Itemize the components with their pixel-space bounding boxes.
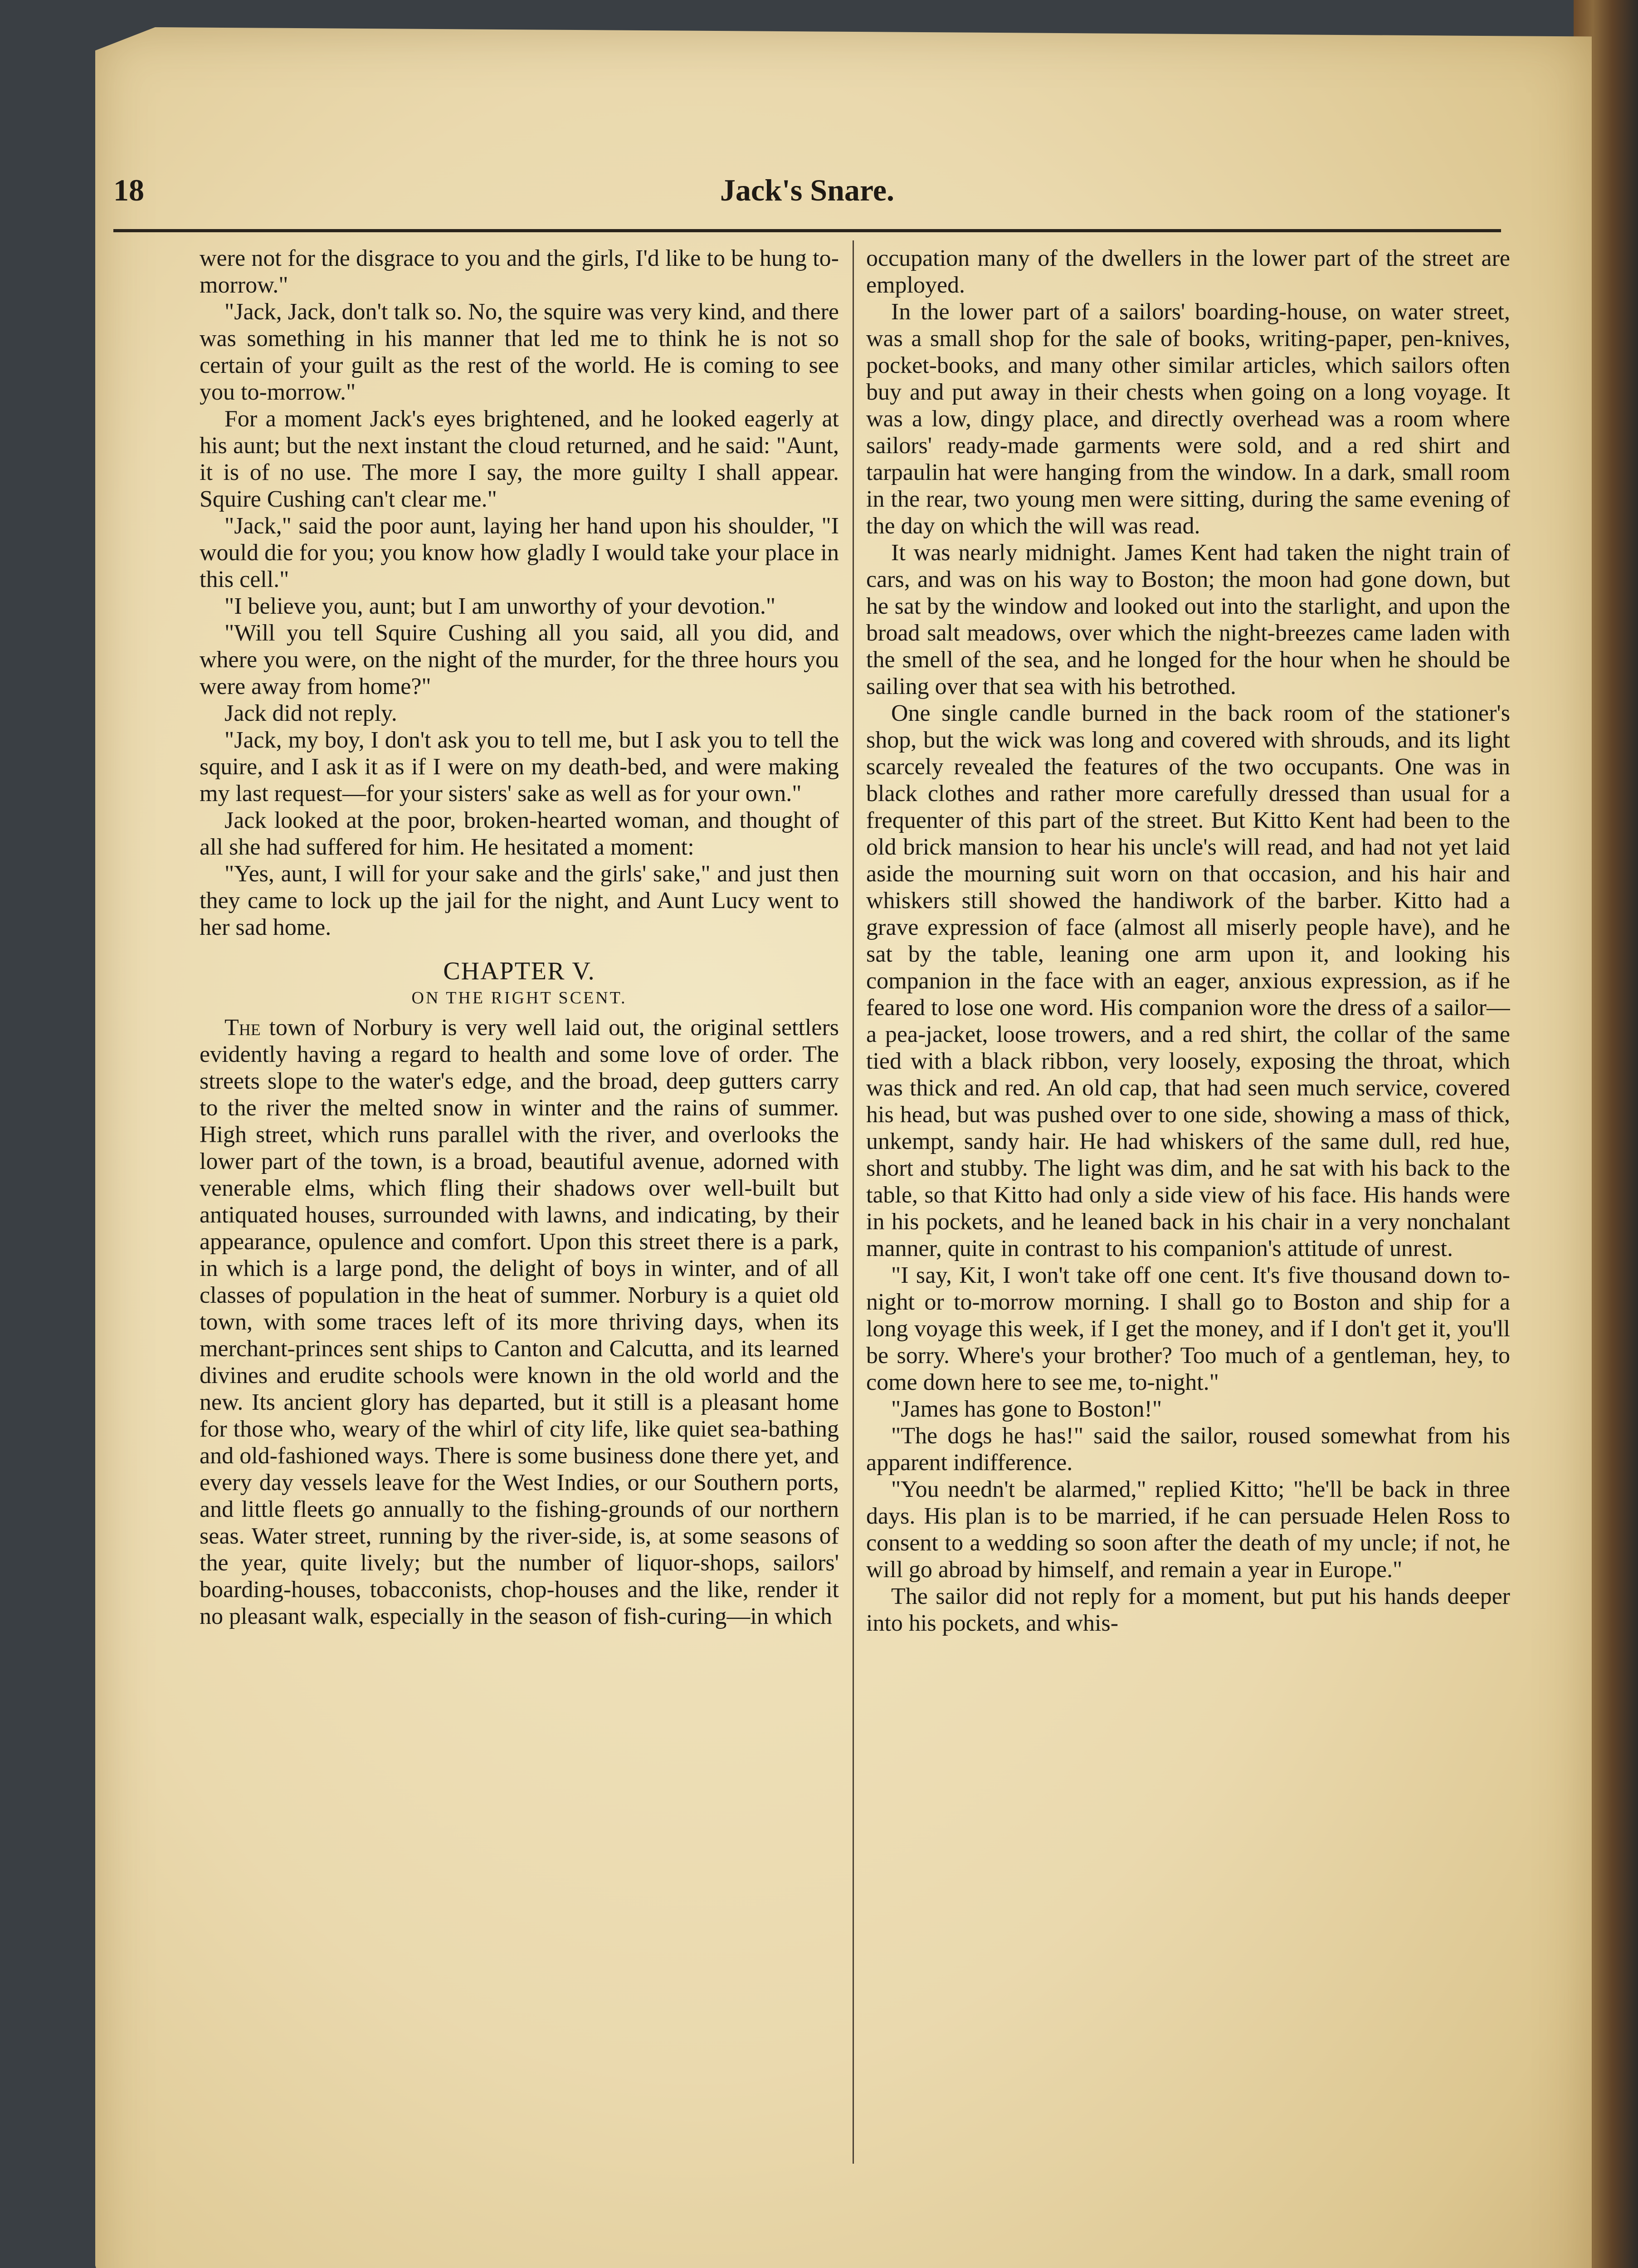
paragraph: "Yes, aunt, I will for your sake and the girls' sake," and just then they came to lock up the jail for the night, and Aunt Lucy went to her sad home. bbox=[200, 861, 839, 940]
paragraph bbox=[200, 1014, 839, 1630]
paragraph-text: town of Norbury is very well laid out, the original settlers evidently having a regard to health and some love of order. The streets slope to the water's edge, and the broad, deep gutters carry to the river the melted snow in winter and the rains of summer. High street, which runs parallel with the river, and overlooks the lower part of the town, is a broad, beautiful avenue, adorned with venerable elms, which fling their shadows over well-built but antiquated houses, surrounded with lawns, and indicating, by their appearance, opulence and comfort. Upon this street there is a park, in which is a large pond, the delight of boys in winter, and of all classes of population in the heat of summer. Norbury is a quiet old town, with some traces left of its more thriving days, when its merchant-princes sent ships to Canton and Calcutta, and its learned divines and erudite schools were known in the old world and the new. Its ancient glory has departed, but it still is a pleasant home for those who, weary of the whirl of city life, like quiet sea-bathing and old-fashioned ways. There is some business done there yet, and every day vessels leave for the West Indies, or our Southern ports, and little fleets go annually to the fishing-grounds of our northern seas. Water street, running by the river-side, is, at some seasons of the year, quite lively; but the number of liquor-shops, sailors' boarding-houses, tobacconists, chop-houses and the like, render it no pleasant walk, especially in the season of fish-curing—in which bbox=[200, 1015, 839, 1629]
paragraph: "James has gone to Boston!" bbox=[891, 1396, 1162, 1422]
paragraph: "I say, Kit, I won't take off one cent. It's five thousand down to-night or to-morrow morning. I shall go to Boston and ship for a long voyage this week, if I get the money, and if I don't get it, you'll be sorry. Where's your brother? Too much of a gentleman, hey, to come down here to see me, to-night." bbox=[866, 1262, 1510, 1395]
paragraph: were not for the disgrace to you and the girls, I'd like to be hung to-morrow." bbox=[200, 245, 839, 298]
chapter-subtitle: ON THE RIGHT SCENT. bbox=[411, 988, 627, 1007]
column-divider bbox=[853, 240, 854, 2164]
paragraph: "Jack, Jack, don't talk so. No, the squire was very kind, and there was something in his manner that led me to think he is not so certain of your guilt as the rest of the world. He is coming to see you to-morrow." bbox=[200, 299, 839, 405]
right-column bbox=[866, 245, 1510, 2195]
running-title: Jack's Snare. bbox=[720, 173, 895, 207]
header-rule bbox=[113, 229, 1501, 232]
paragraph: It was nearly midnight. James Kent had taken the night train of cars, and was on his way to Boston; the moon had gone down, but he sat by the window and looked out into the starlight, and upon the broad salt meadows, over which the night-breezes came laden with the smell of the sea, and he longed for the hour when he should be sailing over that sea with his betrothed. bbox=[866, 540, 1510, 699]
paragraph: "Jack," said the poor aunt, laying her hand upon his shoulder, "I would die for you; you know how gladly I would take your place in this cell." bbox=[200, 513, 839, 592]
paragraph: "I believe you, aunt; but I am unworthy of your devotion." bbox=[224, 593, 776, 619]
paragraph: "Jack, my boy, I don't ask you to tell me, but I ask you to tell the squire, and I ask it as if I were on my death-bed, and were making my last request—for your sisters' sake as well as for your own." bbox=[200, 727, 839, 807]
paragraph: occupation many of the dwellers in the lower part of the street are employed. bbox=[866, 245, 1510, 298]
paragraph: The sailor did not reply for a moment, but put his hands deeper into his pockets, and whis- bbox=[866, 1584, 1510, 1636]
left-column bbox=[200, 245, 839, 2195]
paragraph: One single candle burned in the back room of the stationer's shop, but the wick was long and covered with shrouds, and its light scarcely revealed the features of the two occupants. One was in black clothes and rather more carefully dressed than usual for a frequenter of this part of the street. But Kitto Kent had been to the old brick mansion to hear his uncle's will read, and had not yet laid aside the mourning suit worn on that occasion, and his hair and whiskers still showed the handiwork of the barber. Kitto had a grave expression of face (almost all miserly people have), and he sat by the table, leaning one arm upon it, and looking his companion in the face with an eager, anxious expression, as if he feared to lose one word. His companion wore the dress of a sailor—a pea-jacket, loose trowers, and a red shirt, the collar of the same tied with a black ribbon, very loosely, exposing the throat, which was thick and red. An old cap, that had seen much service, covered his head, but was pushed over to one side, showing a mass of thick, unkempt, sandy hair. He had whiskers of the same dull, red hue, short and stubby. The light was dim, and he sat with his back to the table, so that Kitto had only a side view of his face. His hands were in his pockets, and he leaned back in his chair in a very nonchalant manner, quite in contrast to his companion's attitude of unrest. bbox=[866, 700, 1510, 1261]
page-header bbox=[113, 172, 1501, 227]
paragraph: "The dogs he has!" said the sailor, roused somewhat from his apparent indifference. bbox=[866, 1423, 1510, 1476]
paragraph: Jack did not reply. bbox=[224, 700, 397, 726]
chapter-title: CHAPTER V. bbox=[443, 957, 595, 985]
paragraph: "Will you tell Squire Cushing all you said, all you did, and where you were, on the night of the murder, for the three hours you were away from home?" bbox=[200, 620, 839, 699]
lead-word: The bbox=[224, 1015, 261, 1041]
page-number: 18 bbox=[113, 173, 144, 207]
paragraph: "You needn't be alarmed," replied Kitto; "he'll be back in three days. His plan is to be married, if he can persuade Helen Ross to consent to a wedding so soon after the death of my uncle; if not, he will go abroad by himself, and remain a year in Europe." bbox=[866, 1476, 1510, 1583]
paragraph: In the lower part of a sailors' boarding-house, on water street, was a small shop for the sale of books, writing-paper, pen-knives, pocket-books, and many other similar articles, which sailors often buy and put away in their chests when going on a long voyage. It was a low, dingy place, and directly overhead was a room where sailors' ready-made garments were sold, and a red shirt and tarpaulin hat were hanging from the window. In a dark, small room in the rear, two young men were sitting, during the same evening of the day on which the will was read. bbox=[866, 299, 1510, 539]
paragraph: Jack looked at the poor, broken-hearted woman, and thought of all she had suffered for him. He hesitated a moment: bbox=[200, 807, 839, 860]
paragraph: For a moment Jack's eyes brightened, and he looked eagerly at his aunt; but the next instant the cloud returned, and he said: "Aunt, it is of no use. The more I say, the more guilty I shall appear. Squire Cushing can't clear me." bbox=[200, 406, 839, 512]
